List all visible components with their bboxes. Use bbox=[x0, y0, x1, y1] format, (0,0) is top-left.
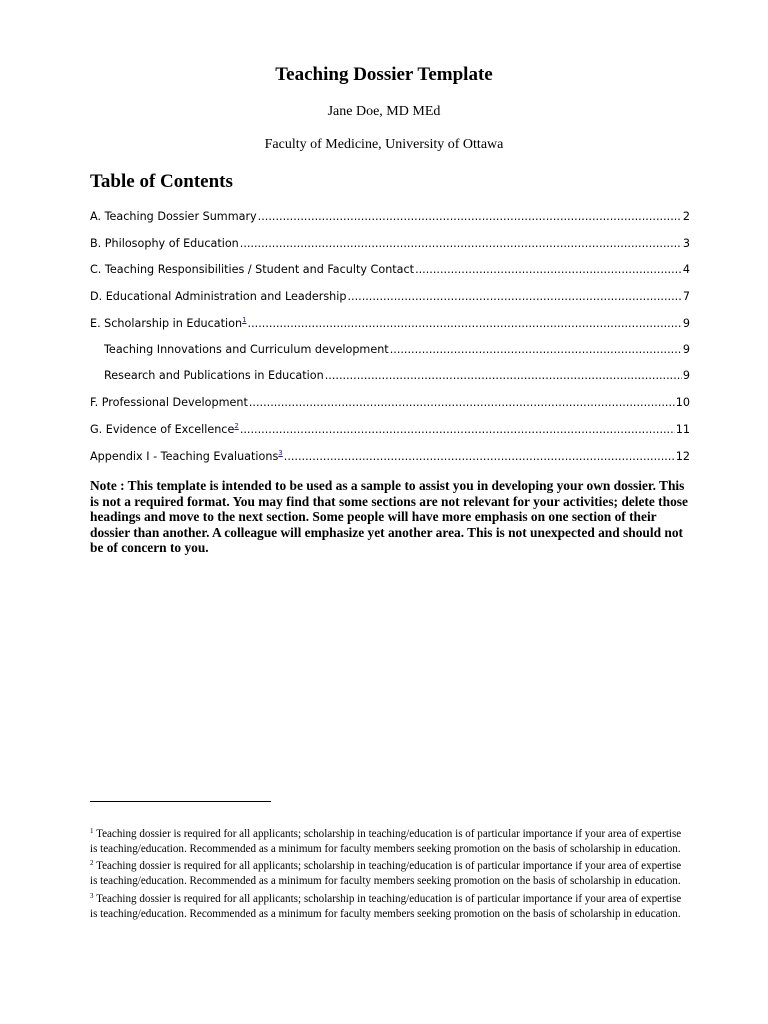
author-name: Jane Doe, MD MEd bbox=[327, 104, 441, 119]
toc-entry-page: 12 bbox=[675, 449, 690, 463]
toc-entry-page: 10 bbox=[675, 395, 690, 409]
toc-leader-dots bbox=[284, 450, 675, 463]
toc-entry-label: C. Teaching Responsibilities / Student and Faculty Contact bbox=[90, 263, 415, 276]
toc-entry-label: Appendix I - Teaching Evaluations$^3$ bbox=[90, 448, 283, 463]
template-note: Note : This template is intended to be used as a sample to assist you in developing your own dossier. This is not a required format. You may find that some sections are not relevant for your activities; delete those headings and move to the next section. Some people will have more emphasis on one section of their dossier than another. A colleague will emphasize yet another area. This is not unexpected and should not be of concern to you. bbox=[90, 478, 688, 556]
footnote-text: Teaching dossier is required for all applicants; scholarship in teaching/education is of particular importance if your area of expertise is teaching/education. Recommended as a minimum for faculty members seeking promotion on the basis of scholarship in education. bbox=[90, 892, 682, 920]
footnote-ref[interactable]: 3 bbox=[278, 448, 283, 457]
toc-entry-page: 4 bbox=[682, 263, 690, 276]
footnote-separator bbox=[90, 801, 271, 802]
toc-entry-page: 3 bbox=[682, 236, 690, 250]
toc-entry-label: B. Philosophy of Education bbox=[90, 236, 239, 250]
toc-entry-page: 9 bbox=[682, 317, 690, 330]
toc-entry[interactable] bbox=[90, 396, 690, 414]
toc-entry-label: D. Educational Administration and Leadership bbox=[90, 289, 347, 303]
toc-entry[interactable] bbox=[90, 210, 690, 228]
toc-entry-label: G. Evidence of Excellence$^2$ bbox=[90, 422, 239, 436]
toc-leader-dots bbox=[240, 237, 682, 250]
toc-entry-page: 9 bbox=[682, 342, 690, 356]
toc-entry[interactable] bbox=[90, 237, 690, 255]
toc-heading: Table of Contents bbox=[90, 171, 233, 192]
toc-leader-dots bbox=[248, 317, 682, 330]
toc-leader-dots bbox=[258, 210, 682, 223]
toc-leader-dots bbox=[240, 423, 675, 436]
toc-entry-label: F. Professional Development bbox=[90, 395, 248, 409]
toc-entry-label: Teaching Innovations and Curriculum development bbox=[104, 342, 389, 356]
toc-leader-dots bbox=[415, 263, 682, 276]
footnote-text: Teaching dossier is required for all applicants; scholarship in teaching/education is of particular importance if your area of expertise is teaching/education. Recommended as a minimum for faculty members seeking promotion on the basis of scholarship in education. bbox=[90, 860, 682, 888]
toc-leader-dots bbox=[325, 369, 682, 382]
footnote-text: Teaching dossier is required for all applicants; scholarship in teaching/education is of particular importance if your area of expertise is teaching/education. Recommended as a minimum for faculty members seeking promotion on the basis of scholarship in education. bbox=[90, 828, 682, 855]
toc-leader-dots bbox=[249, 396, 675, 409]
toc-subentry[interactable] bbox=[104, 343, 690, 361]
toc-entry-label: Research and Publications in Education bbox=[104, 369, 324, 382]
footnote-ref[interactable]: 1 bbox=[242, 316, 247, 324]
toc-entry[interactable] bbox=[90, 449, 690, 467]
footnotes bbox=[90, 824, 690, 921]
footnote-ref[interactable]: 2 bbox=[234, 422, 239, 430]
author-affiliation: Faculty of Medicine, University of Ottawa bbox=[264, 137, 504, 152]
toc-leader-dots bbox=[390, 343, 682, 356]
toc-entry[interactable] bbox=[90, 263, 690, 281]
toc-entry-label: E. Scholarship in Education$^1$ bbox=[90, 316, 247, 330]
toc-entry[interactable] bbox=[90, 290, 690, 308]
toc-entry[interactable] bbox=[90, 422, 690, 440]
toc-entry-page: 11 bbox=[675, 423, 690, 436]
toc-entry[interactable] bbox=[90, 316, 690, 334]
footnote bbox=[90, 824, 690, 856]
footnote-number: 2 bbox=[90, 859, 94, 868]
footnote bbox=[90, 856, 690, 888]
toc-entry-page: 7 bbox=[682, 289, 690, 303]
footnote-number: 3 bbox=[90, 891, 94, 900]
toc-entry-page: 2 bbox=[682, 210, 690, 223]
toc-subentry[interactable] bbox=[104, 369, 690, 387]
footnote-number: 1 bbox=[90, 827, 94, 835]
toc-entry-label: A. Teaching Dossier Summary bbox=[90, 210, 257, 223]
toc-leader-dots bbox=[347, 290, 681, 303]
footnote bbox=[90, 889, 690, 921]
document-title: Teaching Dossier Template bbox=[275, 64, 493, 85]
toc-entry-page: 9 bbox=[682, 369, 690, 382]
